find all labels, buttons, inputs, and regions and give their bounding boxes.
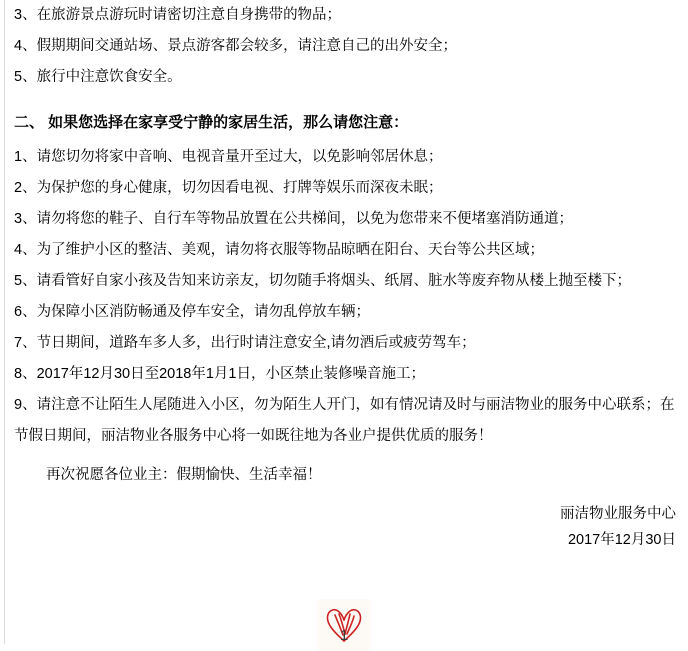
signature-org: 丽洁物业服务中心 [560, 506, 676, 522]
spacer [8, 452, 680, 460]
signature-block [8, 501, 680, 553]
list-item: 3、在旅游景点游玩时请密切注意自身携带的物品； [14, 7, 342, 23]
list-item: 4、为了维护小区的整洁、美观，请勿将衣服等物品晾晒在阳台、天台等公共区域； [14, 242, 545, 258]
list-item: 8、2017年12月30日至2018年1月1日，小区禁止装修噪音施工； [14, 366, 425, 382]
list-item: 5、旅行中注意饮食安全。 [14, 69, 182, 85]
closing-wish: 再次祝愿各位业主：假期愉快、生活幸福！ [46, 467, 322, 483]
list-item: 2、为保护您的身心健康，切勿因看电视、打牌等娱乐而深夜未眠； [14, 180, 443, 196]
signature-date: 2017年12月30日 [567, 532, 676, 548]
list-item: 7、节日期间，道路车多人多，出行时请注意安全,请勿酒后或疲劳驾车； [14, 335, 476, 351]
list-item: 9、请注意不让陌生人尾随进入小区，勿为陌生人开门，如有情况请及时与丽洁物业的服务中心联系；在节假日期间，丽洁物业各服务中心将一如既往地为各业户提供优质的服务！ [14, 397, 675, 444]
list-item: 6、为保障小区消防畅通及停车安全，请勿乱停放车辆； [14, 304, 371, 320]
page-number: 1 [339, 630, 349, 644]
home-notice-list [8, 142, 680, 452]
list-item: 3、请勿将您的鞋子、自行车等物品放置在公共梯间，以免为您带来不便堵塞消防通道； [14, 211, 574, 227]
list-item: 4、假期期间交通站场、景点游客都会较多，请注意自己的出外安全； [14, 38, 458, 54]
travel-notice-list [8, 0, 680, 93]
page-left-margin-rule [4, 0, 5, 644]
list-item: 1、请您切勿将家中音响、电视音量开至过大，以免影响邻居休息； [14, 149, 443, 165]
list-item: 5、请看管好自家小孩及告知来访亲友，切勿随手将烟头、纸屑、脏水等废弃物从楼上抛至楼下； [14, 273, 632, 289]
section-two-heading: 二、 如果您选择在家享受宁静的家居生活，那么请您注意： [14, 114, 409, 131]
